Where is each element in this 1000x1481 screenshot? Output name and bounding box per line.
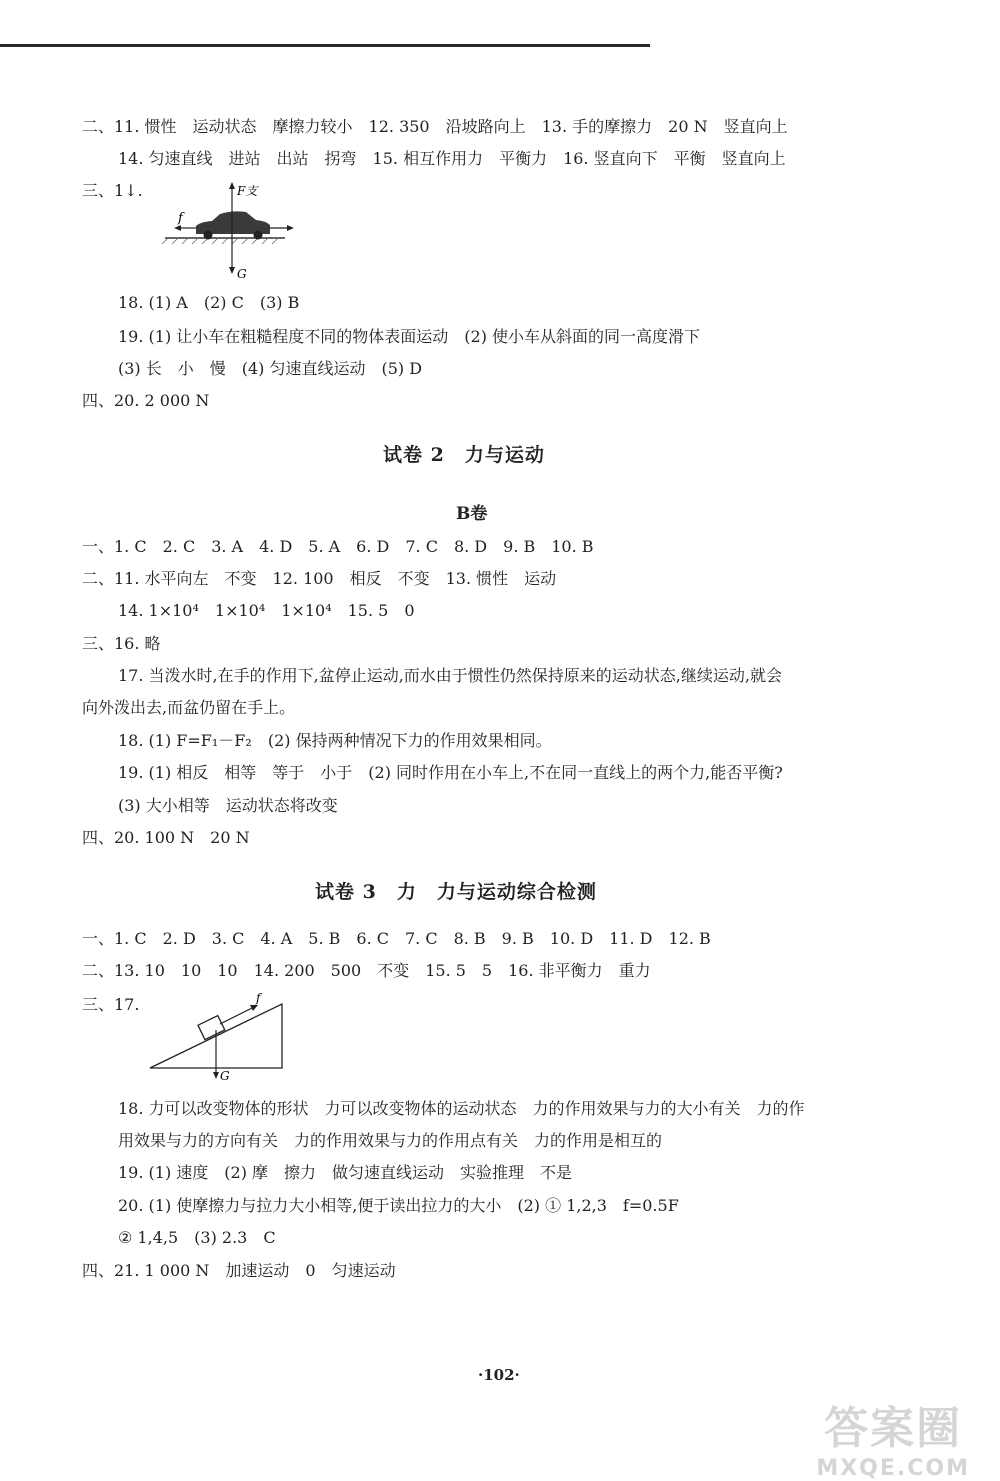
answer-line: 19. (1) 相反 相等 等于 小于 (2) 同时作用在小车上,不在同一直线上的两个力,能否平衡? xyxy=(118,763,783,782)
label-fn: F支 xyxy=(237,184,258,198)
answer-line: 一、1. C 2. D 3. C 4. A 5. B 6. C 7. C 8. B 9. B 10. D 11. D 12. B xyxy=(82,929,711,948)
page-number: ·102· xyxy=(478,1366,520,1384)
paper2-subtitle: B卷 xyxy=(456,504,488,524)
answer-line: 一、1. C 2. C 3. A 4. D 5. A 6. D 7. C 8. D 9. B 10. B xyxy=(82,537,594,556)
answer-line: 三、16. 略 xyxy=(82,634,161,653)
answer-line: 14. 1×10⁴ 1×10⁴ 1×10⁴ 15. 5 0 xyxy=(118,601,415,620)
answer-line: 四、20. 2 000 N xyxy=(82,391,210,410)
answer-line: 18. (1) F=F₁－F₂ (2) 保持两种情况下力的作用效果相同。 xyxy=(118,731,552,750)
label-g: G xyxy=(220,1069,230,1083)
answer-line: 18. 力可以改变物体的形状 力可以改变物体的运动状态 力的作用效果与力的大小有关 力的作 xyxy=(118,1099,805,1118)
answer-line: 向外泼出去,而盆仍留在手上。 xyxy=(82,698,296,717)
answer-line: 用效果与力的方向有关 力的作用效果与力的作用点有关 力的作用是相互的 xyxy=(118,1131,663,1150)
label-f: f xyxy=(178,211,183,226)
answer-line: 19. (1) 速度 (2) 摩 擦力 做匀速直线运动 实验推理 不是 xyxy=(118,1163,573,1182)
answer-line: 二、11. 水平向左 不变 12. 100 相反 不变 13. 惯性 运动 xyxy=(82,569,557,588)
answer-line: 二、11. 惯性 运动状态 摩擦力较小 12. 350 沿坡路向上 13. 手的摩擦力 20 N 竖直向上 xyxy=(82,117,788,136)
answer-line: 二、13. 10 10 10 14. 200 500 不变 15. 5 5 16. 非平衡力 重力 xyxy=(82,961,651,980)
top-rule xyxy=(0,44,650,47)
answer-line: 18. (1) A (2) C (3) B xyxy=(118,293,300,312)
answer-line: 20. (1) 使摩擦力与拉力大小相等,便于读出拉力的大小 (2) ① 1,2,3 f=0.5F xyxy=(118,1196,679,1215)
answer-line: 19. (1) 让小车在粗糙程度不同的物体表面运动 (2) 使小车从斜面的同一高度滑下 xyxy=(118,327,701,346)
answer-line: 17. 当泼水时,在手的作用下,盆停止运动,而水由于惯性仍然保持原来的运动状态,继续运动,就会 xyxy=(118,666,782,685)
watermark-url: MXQE.COM xyxy=(816,1456,970,1481)
watermark-text: 答案圈 xyxy=(824,1403,963,1454)
answer-line: 14. 匀速直线 进站 出站 拐弯 15. 相互作用力 平衡力 16. 竖直向下 平衡 竖直向上 xyxy=(118,149,786,168)
paper2-title: 试卷 2 力与运动 xyxy=(383,444,545,466)
answer-line: 三、17. xyxy=(82,995,140,1014)
label-f: f xyxy=(256,991,261,1005)
watermark-logo xyxy=(816,1392,970,1481)
paper3-title: 试卷 3 力 力与运动综合检测 xyxy=(315,881,597,903)
incline-force-diagram xyxy=(140,990,300,1085)
answer-line: (3) 大小相等 运动状态将改变 xyxy=(118,796,338,815)
car-force-diagram xyxy=(160,178,310,283)
answer-line: (3) 长 小 慢 (4) 匀速直线运动 (5) D xyxy=(118,359,423,378)
answer-line: ② 1,4,5 (3) 2.3 C xyxy=(118,1228,276,1247)
answer-line: 四、21. 1 000 N 加速运动 0 匀速运动 xyxy=(82,1261,396,1280)
answer-line: 四、20. 100 N 20 N xyxy=(82,828,250,847)
answer-line: 三、1↓. xyxy=(82,181,143,200)
label-g: G xyxy=(237,267,247,281)
